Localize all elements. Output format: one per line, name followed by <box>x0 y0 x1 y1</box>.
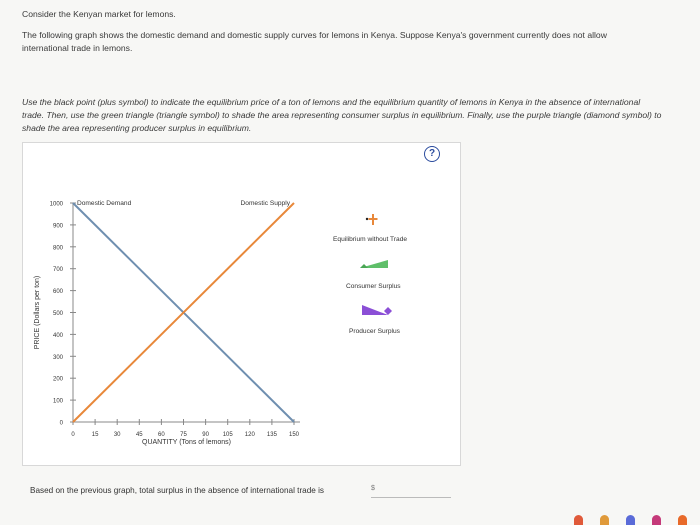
x-tick-label: 105 <box>222 432 233 438</box>
x-tick-label: 75 <box>180 432 187 438</box>
bottom-toolbar-fragment <box>540 515 700 525</box>
y-tick-label: 600 <box>52 289 63 296</box>
y-tick-label: 0 <box>59 420 63 427</box>
question-intro: Consider the Kenyan market for lemons. <box>22 9 176 19</box>
x-tick-label: 120 <box>244 432 255 438</box>
consumer-surplus-legend-label: Consumer Surplus <box>346 283 401 290</box>
toolbar-tab[interactable] <box>574 515 583 525</box>
x-tick-label: 45 <box>135 432 143 438</box>
producer-surplus-legend-label: Producer Surplus <box>349 328 400 335</box>
consumer-surplus-tool-icon[interactable] <box>358 254 394 274</box>
equilibrium-legend-label: Equilibrium without Trade <box>333 236 408 243</box>
y-axis-label: PRICE (Dollars per ton) <box>34 275 41 350</box>
supply-curve-label: Domestic Supply <box>240 200 290 207</box>
y-tick-label: 200 <box>52 376 63 383</box>
help-icon[interactable]: ? <box>424 146 440 162</box>
y-tick-label: 900 <box>52 223 63 230</box>
toolbar-tab[interactable] <box>652 515 661 525</box>
toolbar-tab[interactable] <box>600 515 609 525</box>
demand-curve-label: Domestic Demand <box>77 200 132 207</box>
y-tick-label: 800 <box>52 245 63 252</box>
total-surplus-input[interactable]: $ <box>371 485 451 498</box>
x-tick-label: 15 <box>91 432 99 438</box>
answer-prompt: Based on the previous graph, total surplus in the absence of international trade is <box>30 486 325 495</box>
y-tick-label: 1000 <box>49 201 63 208</box>
x-axis-label: QUANTITY (Tons of lemons) <box>142 439 231 446</box>
y-tick-label: 300 <box>52 354 63 361</box>
x-tick-label: 90 <box>202 432 209 438</box>
toolbar-tab[interactable] <box>678 515 687 525</box>
x-tick-label: 150 <box>288 432 300 438</box>
y-tick-label: 500 <box>52 311 63 317</box>
producer-surplus-tool-icon[interactable] <box>360 299 396 321</box>
question-instructions: Use the black point (plus symbol) to indicate the equilibrium price of a ton of lemons and the equilibrium quantity of lemons in Kenya in the absence of international trade. Then, use the green triangle (triangle symbol) to shade the area representing consumer surplus in equilibrium. Finally, use the purple triangle (diamond symbol) to shade the area representing producer surplus in equilibrium. <box>22 97 662 133</box>
equilibrium-tool-icon[interactable] <box>360 208 382 230</box>
y-tick-label: 100 <box>52 398 63 405</box>
y-tick-label: 400 <box>52 332 63 339</box>
toolbar-tab[interactable] <box>626 515 635 525</box>
x-tick-label: 0 <box>71 432 75 438</box>
x-tick-label: 135 <box>266 432 277 438</box>
y-tick-label: 700 <box>52 267 63 274</box>
x-tick-label: 60 <box>158 432 165 438</box>
x-tick-label: 30 <box>113 432 121 438</box>
question-description: The following graph shows the domestic demand and domestic supply curves for lemons in Kenya. Suppose Kenya's government currently does not allow international trade in lemons. <box>22 30 607 53</box>
